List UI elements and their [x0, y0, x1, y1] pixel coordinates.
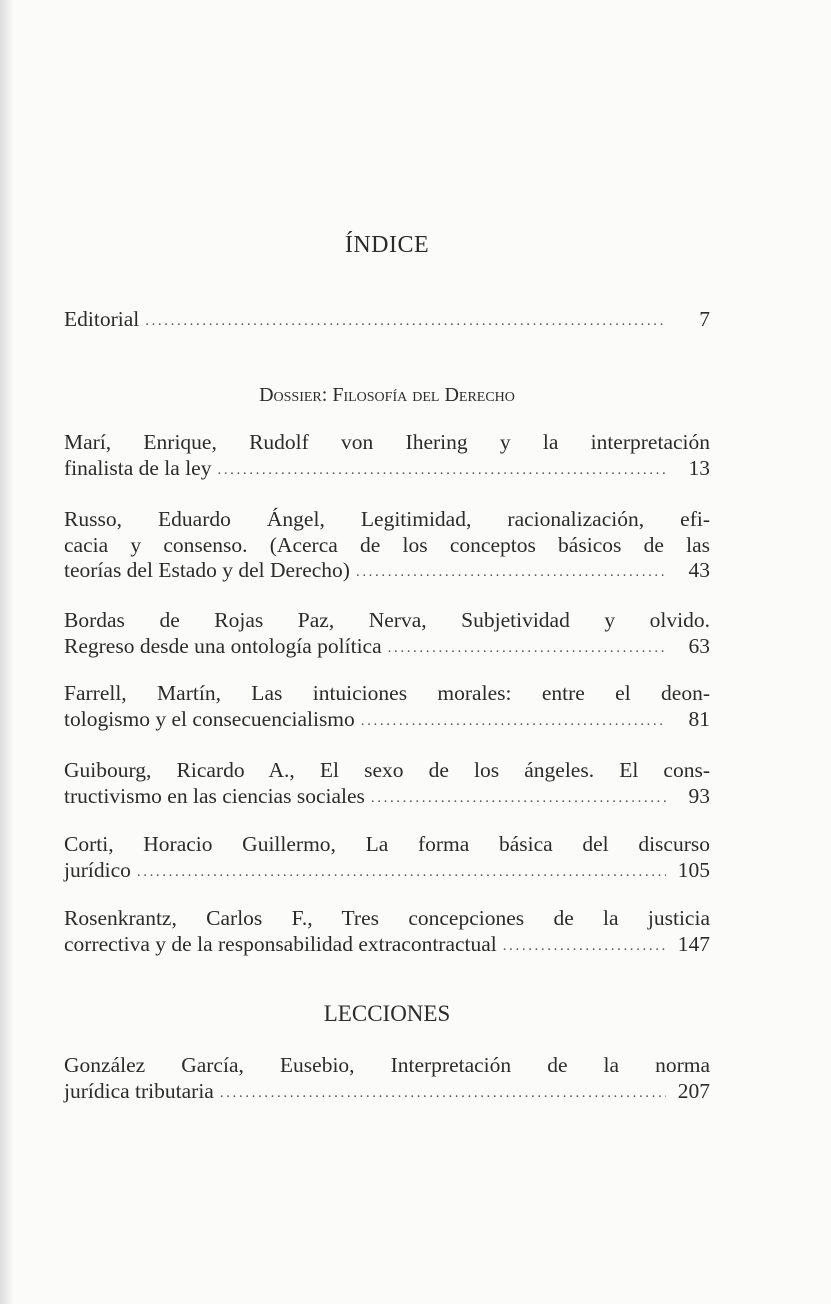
toc-entry-title: Editorial	[64, 307, 140, 331]
toc-entry-page-number: 105	[677, 857, 710, 882]
toc-entry-line: Rosenkrantz, Carlos F., Tres concepciones de la justicia	[64, 906, 710, 930]
toc-entry-rosenkrantz	[64, 906, 710, 960]
toc-entry-page-number: 93	[688, 783, 710, 808]
toc-entry-editorial	[64, 307, 710, 336]
toc-entry-title: tructivismo en las ciencias sociales	[64, 783, 365, 808]
toc-entry-russo	[64, 507, 710, 587]
toc-entry-line: Bordas de Rojas Paz, Nerva, Subjetividad y olvido.	[64, 608, 710, 632]
toc-entry-page-number: 207	[677, 1078, 710, 1103]
dot-leader	[356, 560, 666, 586]
toc-entry-line: Russo, Eduardo Ángel, Legitimidad, racionalización, efi-	[64, 507, 710, 531]
toc-entry-title: Regreso desde una ontología política	[64, 633, 382, 658]
toc-entry-last-line	[64, 1079, 710, 1108]
toc-entry-page-number: 43	[688, 558, 710, 582]
toc-entry-title: teorías del Estado y del Derecho)	[64, 558, 350, 582]
toc-entry-gonzalez-garcia	[64, 1053, 710, 1107]
dot-leader	[145, 309, 666, 335]
toc-entry-page-number: 13	[688, 455, 710, 480]
dot-leader	[361, 709, 666, 735]
dot-leader	[371, 786, 666, 812]
toc-entry-farrell	[64, 681, 710, 735]
toc-entry-line: Marí, Enrique, Rudolf von Ihering y la interpretación	[64, 430, 710, 454]
toc-entry-page-number: 7	[699, 307, 710, 331]
dot-leader	[217, 458, 666, 484]
section-heading-dossier: Dossier: Filosofía del Derecho	[259, 384, 515, 406]
toc-entry-last-line	[64, 307, 710, 336]
toc-entry-title: correctiva y de la responsabilidad extracontractual	[64, 931, 497, 956]
toc-entry-mari	[64, 430, 710, 484]
toc-entry-last-line	[64, 456, 710, 485]
toc-entry-title: jurídico	[64, 857, 131, 882]
toc-entry-last-line	[64, 932, 710, 961]
toc-entry-bordas	[64, 608, 710, 662]
toc-entry-line: González García, Eusebio, Interpretación de la norma	[64, 1053, 710, 1077]
toc-entry-last-line	[64, 634, 710, 663]
toc-entry-last-line	[64, 858, 710, 887]
page-title: ÍNDICE	[344, 232, 430, 258]
toc-entry-guibourg	[64, 758, 710, 812]
toc-entry-page-number: 147	[677, 931, 710, 956]
toc-entry-last-line	[64, 784, 710, 813]
toc-entry-line: Corti, Horacio Guillermo, La forma básica del discurso	[64, 832, 710, 856]
toc-entry-corti	[64, 832, 710, 886]
dot-leader	[220, 1081, 666, 1107]
toc-entry-title: jurídica tributaria	[64, 1078, 214, 1103]
toc-entry-page-number: 81	[688, 706, 710, 731]
dot-leader	[503, 934, 666, 960]
toc-entry-line: cacia y consenso. (Acerca de los conceptos básicos de las	[64, 532, 710, 557]
dot-leader	[388, 636, 666, 662]
section-heading-lecciones: LECCIONES	[323, 1001, 451, 1026]
toc-entry-title: finalista de la ley	[64, 455, 212, 480]
toc-entry-title: tologismo y el consecuencialismo	[64, 706, 355, 731]
table-of-contents-page	[64, 0, 710, 1304]
toc-entry-line: Farrell, Martín, Las intuiciones morales: entre el deon-	[64, 681, 710, 705]
toc-entry-line: Guibourg, Ricardo A., El sexo de los ángeles. El cons-	[64, 758, 710, 782]
toc-entry-last-line	[64, 707, 710, 736]
toc-entry-page-number: 63	[688, 633, 710, 658]
dot-leader	[137, 860, 666, 886]
page-edge-shadow	[0, 0, 14, 1304]
toc-entry-last-line	[64, 558, 710, 587]
